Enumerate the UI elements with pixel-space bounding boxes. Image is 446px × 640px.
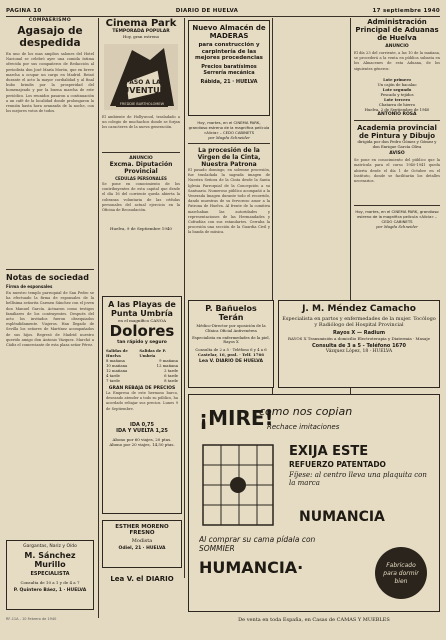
customs-body: El día 23 del corriente, a las 10 de la mañana, se procederá a la venta en pública subasta en los Almacenes de esta Aduana, de los siguientes géneros: (354, 51, 440, 71)
schedule-huelva-time: 10 mañana (106, 363, 128, 368)
cinema3-notice: Hoy, martes, en el CINEMA PARK, grandioso estreno de la magnifica película «Alicia» – CEDO CABINETS (355, 209, 439, 225)
column-three (188, 120, 270, 268)
timber-title: Nuevo Almacén de MADERAS (192, 24, 266, 40)
doctor-ad-kicker: Gargantas, Nariz y Oído (23, 544, 77, 549)
page-header (6, 6, 440, 17)
customs-item: Lote primero (383, 77, 411, 82)
timber-subtitle: para construcción y carpintería de las mejores procedencias (195, 42, 263, 61)
column-rule (98, 18, 99, 618)
timber-sawmill: Serrería mecánica (203, 69, 255, 76)
doctor-banuelos-ad (188, 300, 274, 388)
academy-body: Se pone en conocimiento del público que la matrícula para el curso 1940-1941 queda abierta desde el día 1 de Octubre en el Instituto, donde se facilitarán los detalles necesarios. (354, 158, 440, 183)
cinema3-byline: por Magda Schneider (376, 224, 418, 230)
badge-line-2: para dormir (383, 570, 419, 577)
doctor-ad (6, 540, 94, 610)
modista-ad (102, 520, 182, 568)
article-kicker: COMPAERISMO (28, 18, 72, 23)
lea-diario: Lea V. el DIARIO (110, 575, 174, 583)
doctor-ad-name: M. Sánchez Murillo (24, 551, 76, 569)
cinema-subtitle: TEMPORADA POPULAR (112, 29, 170, 34)
doctor-ad-address: P. Quintero Báez, 1 · HUELVA (13, 588, 87, 593)
academy-subtitle: dirigida por don Pedro Gómez y Gómez y don Enrique García Oliva (357, 139, 437, 149)
cinema-body: El ambiente de Hollywood, trasladado a un colegio de muchachos donde se forjan los caracteres de la nueva generación. (102, 115, 180, 130)
banuelos-name: P. Bañuelos Terán (205, 304, 257, 322)
customs-item: Lote segundo (382, 87, 412, 92)
schedule-umbria-time: 2 tarde (164, 368, 178, 373)
schedule-row (106, 378, 178, 383)
schedule-umbria-time: 12 mañana (156, 363, 178, 368)
customs-date: Huelva, 2 de Septiembre de 1940 (364, 107, 430, 112)
timber-prices: Precios baratísimos (201, 63, 257, 70)
film-poster (102, 42, 180, 112)
badge-line-1: Fabricado (386, 562, 416, 569)
modista-address: Odiel, 21 · HUELVA (118, 546, 166, 551)
column-two (102, 18, 180, 231)
schedule-huelva-time: 7 tarde (106, 378, 120, 383)
customs-items (354, 77, 440, 107)
section-title: Notas de sociedad (6, 273, 89, 282)
cinema2-byline: por Magda Schneider (208, 135, 250, 140)
schedule-table (106, 358, 178, 383)
ferry-ad (102, 296, 182, 514)
academy-title: Academia provincial de Pintura y Dibujo (357, 124, 437, 140)
banuelos-role: Médico-Director por oposición de la Clínica Oficial Antivenérea (196, 323, 266, 333)
academy-kicker: AVISO (389, 151, 405, 157)
bed-spring-illustration (203, 445, 273, 525)
diputacion-kicker: ANUNCIO (129, 156, 153, 161)
ferry-body: La Empresa de este hermoso barco, deseando atender a todo su público, ha acordado rebajar sus precios. Lunes 9 de Septiembre. (106, 391, 178, 411)
banuelos-lea: Lea V. DIARIO DE HUELVA (199, 359, 263, 365)
diputacion-title: Excma. Diputación Provincial (109, 161, 173, 175)
cinema-note: Hoy, gran estreno (122, 34, 160, 39)
customs-item: Un cajón de bacalao (377, 82, 417, 87)
customs-item: Pescado y tejidos (380, 92, 414, 97)
ferry-abono-2: Abono por 20 viajes, 14,50 ptas. (109, 442, 175, 447)
mendez-address: Vázquez López, 18 · HUELVA (325, 349, 393, 354)
numancia-brand-2: HUMANCIA· (199, 558, 304, 577)
banuelos-address: Castelar, 16, pral. · Telf. 1766 (197, 352, 265, 358)
article-body: En uno de los mas amplios salones del Hotel Nacional se celebró ayer una comida íntima ofrecida por sus compañeros de Redacción al periodista don José María Morón, que en breve marcha a ocupar un cargo en Madrid. Reinó durante el acto la mayor cordialidad y al final hubo brindis por la prosperidad del homenajeado y por la buena marcha de este periódico. Los reunidos pasaron a continuación a un café de la localidad donde prolongaron la reunión hasta hora avanzada de la noche, con los mejores votos de todos. (6, 52, 94, 114)
badge-line-3: bien (394, 578, 408, 585)
banuelos-consult: Consulta de 2 a 5 · Teléfono 6 y 4 a 6 (195, 347, 267, 353)
schedule-huelva-time: 8 mañana (106, 358, 125, 363)
modista-name: ESTHER MORENO FRESNO (115, 524, 169, 536)
copian-text: como nos copian (259, 405, 353, 418)
ferry-title: A las Playas de Punta Umbría (108, 300, 176, 318)
schedule-umbria-time: 8 tarde (164, 378, 178, 383)
section-body: En nuestro templo parroquial de San Pedro se ha efectuado la firma de esponsales de la bellísima señorita Carmen Sánchez con el joven don Manuel García. Actuaron como testigos familiares de los contrayentes. Después del acto los invitados fueron obsequiados espléndidamente. Viajeros. Han llegado de Sevilla los señores de Martínez acompañados de sus hijos. Regresó de Madrid nuestro querido amigo don Antonio Vázquez. Marchó a Cádiz el comerciante de esta plaza señor Pérez. (6, 291, 94, 348)
diputacion-body: Se pone en conocimiento de los contribuyentes de esta capital que desde el día 16 del corriente queda abierta la cobranza voluntaria de las cédulas personales del actual ejercicio en la Oficina de Recaudación. (102, 182, 180, 213)
rechace-text: Rechace imitaciones (267, 423, 340, 431)
doctor-ad-text: Consulta de 10 a 1 y de 4 a 7 (20, 580, 80, 585)
diputacion-date: Huelva, 9 de Septiembre 1940 (110, 226, 172, 231)
mendez-consult: Consulta de 3 a 5 - Teléfono 1670 (311, 343, 406, 349)
doctor-ad-role: ESPECIALISTA (30, 571, 70, 577)
page-number: PAGINA 10 (6, 8, 42, 14)
poster-line-3: FREDDIE BARTHOLOMEW (119, 102, 165, 106)
ferry-rebaja: GRAN REBAJA DE PRECIOS (108, 386, 176, 391)
customs-sign: ANTONIO ROSA (377, 112, 417, 117)
article-title: Agasajo de despedida (17, 25, 83, 49)
ferry-abono-1: Abono por 60 viajes, 20 ptas. (112, 437, 172, 442)
timber-ad (188, 20, 270, 116)
schedule-col-huelva: Salidas de Huelva (106, 348, 128, 358)
procession-title: La procesión de la Virgen de la Cinta, Nuestra Patrona (197, 147, 261, 168)
newspaper-name: DIARIO DE HUELVA (175, 8, 239, 14)
customs-item: Lote tercero (383, 97, 411, 102)
boat-name: Dolores (109, 322, 175, 340)
column-one (6, 18, 94, 491)
ferry-price-2: IDA Y VUELTA 1,25 (116, 428, 168, 434)
banuelos-specialty: Especialista en enfermedades de la piel, Rayos X (192, 334, 270, 345)
poster-line-2: JUVENTUD (119, 86, 167, 95)
schedule-col-umbria: Salidas de P. Umbría (139, 348, 167, 358)
section-subtitle: Firma de esponsales (6, 284, 53, 289)
mendez-extra: RAYOS X Transmisión a domicilio Electroterapia y Diatermia · Masaje (287, 336, 431, 341)
schedule-huelva-time: 4 tarde (106, 373, 120, 378)
doctor-mendez-ad (278, 300, 440, 388)
numancia-ad-art (189, 395, 439, 611)
mendez-name: J. M. Méndez Camacho (302, 304, 416, 314)
customs-kicker: ANUNCIO (385, 44, 409, 49)
column-rule (184, 18, 185, 578)
timber-address: Rábida, 21 · HUELVA (200, 78, 258, 85)
mendez-rayos: Rayos X — Radium (332, 330, 386, 336)
modista-role: Modista (131, 538, 153, 544)
issue-date: 17 septiembre 1940 (372, 8, 440, 14)
schedule-umbria-time: 9 mañana (159, 358, 178, 363)
ferry-price-1: IDA 0,75 (130, 422, 154, 428)
boat-subtitle: tan rápido y seguro (117, 340, 167, 345)
exija-text: EXIJA ESTE (289, 444, 369, 459)
schedule-huelva-time: 12 mañana (106, 368, 128, 373)
schedule-umbria-time: 6 tarde (164, 373, 178, 378)
cinema2-notice: Hoy, martes, en el CINEMA PARK, grandioso estreno de la magnifica película «Alicia» – CEDO CABINETS (188, 120, 270, 135)
comprar-text: Al comprar su cama pídala con SOMMIER (199, 535, 316, 553)
footer-note: RF-11A - 10 Febrero de 1940 (6, 617, 57, 621)
mire-text: ¡MIRE! (199, 406, 274, 430)
mendez-body: Especialista en partos y enfermedades de la mujer. Tocólogo y Radiólogo del Hospital Provincial (282, 316, 436, 328)
procession-body: El pasado domingo, en solemne procesión, fue trasladada la sagrada imagen de Nuestra Señora de la Cinta desde la Santa Iglesia Parroquial de la Concepción a su Santuario. Numeroso público acompañó a la Venerada Imagen durante todo el recorrido, dando muestras de su fervoroso amor a la Patrona de Huelva. Al frente de la comitiva marchaban las autoridades y representaciones de las Hermandades y Cofradías con sus estandartes. Cerraba la procesión una sección de la Guardia Civil y la banda de música. (188, 168, 270, 235)
ferry-subtitle: en el magnífico CANOA (118, 318, 166, 323)
film-poster-art (102, 42, 180, 112)
poster-line-1: PASO A LA (125, 79, 161, 86)
cinema-title: Cinema Park (105, 18, 177, 29)
schedule-header (106, 348, 178, 358)
customs-item: Chatarra de hierro (378, 102, 416, 107)
fijese-text: Fíjese: al centro lleva una plaquita con la marca (289, 471, 427, 487)
numancia-ad (188, 394, 440, 612)
customs-title: Administración Principal de Aduanas de Huelva (355, 18, 439, 42)
refuerzo-text: REFUERZO PATENTADO (289, 460, 386, 469)
venta-line: De venta en toda España, en Casas de CAMAS Y MUEBLES (238, 617, 390, 623)
column-four (354, 18, 440, 229)
numancia-brand: NUMANCIA (299, 509, 385, 525)
diputacion-subtitle: CEDULAS PERSONALES (115, 176, 167, 181)
